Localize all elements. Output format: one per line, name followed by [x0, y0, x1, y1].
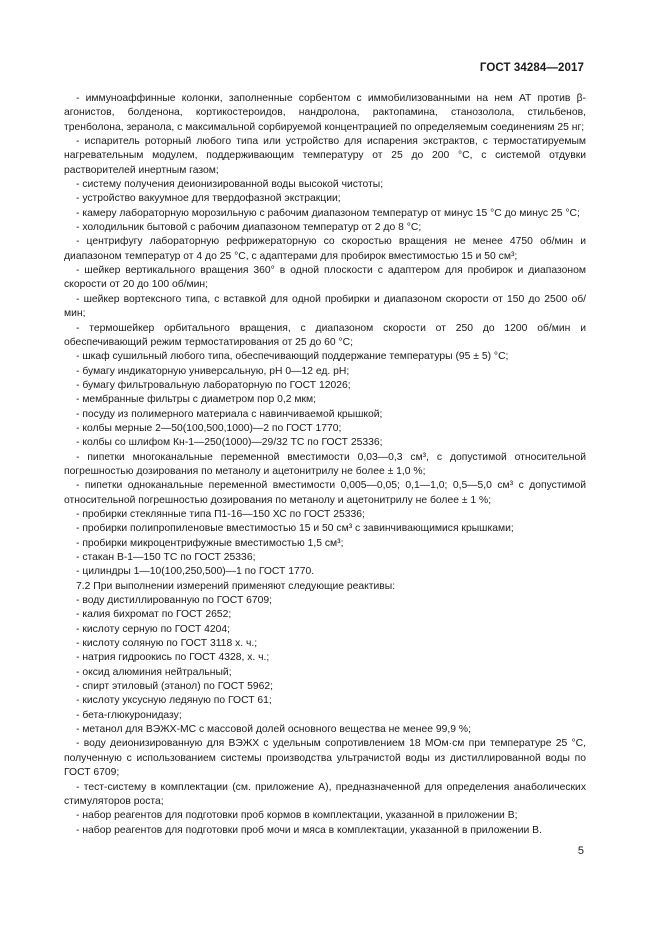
paragraph: - систему получения деионизированной воды высокой чистоты;: [76, 179, 384, 191]
paragraph: - шейкер вертикального вращения 360° в одной плоскости с адаптером для пробирок и диапазоном скорости от 20 до 100 об/мин;: [64, 265, 586, 291]
paragraph: - иммуноаффинные колонки, заполненные сорбентом с иммобилизованными на нем АТ против β-агонистов, болденона, кортикостероидов, нандролона, рактопамина, станозолола, стильбенов, тренболона, зеранола, с максимальной сорбируемой концентрацией по определяемым соединениям 25 нг;: [64, 93, 586, 133]
paragraph: - набор реагентов для подготовки проб мочи и мяса в комплектации, указанной в приложении В.: [76, 824, 542, 836]
document-header-id: ГОСТ 34284—2017: [479, 62, 584, 74]
paragraph: - испаритель роторный любого типа или устройство для испарения экстрактов, с термостатируемым нагревательным модулем, поддерживающим температуру от 25 до 200 °С, с системой отдувки растворителей инертным газом;: [64, 136, 586, 176]
paragraph: - цилиндры 1—10(100,250,500)—1 по ГОСТ 1770.: [76, 566, 315, 578]
paragraph: - кислоту уксусную ледяную по ГОСТ 61;: [76, 695, 272, 707]
paragraph: - колбы мерные 2—50(100,500,1000)—2 по ГОСТ 1770;: [76, 422, 342, 434]
paragraph: - колбы со шлифом Кн-1—250(1000)—29/32 ТС по ГОСТ 25336;: [76, 437, 383, 449]
paragraph: - оксид алюминия нейтральный;: [76, 666, 232, 678]
paragraph: - бумагу индикаторную универсальную, pH 0—12 ед. pH;: [76, 365, 350, 377]
paragraph: - бета-глюкуронидазу;: [76, 709, 182, 721]
paragraph: - натрия гидроокись по ГОСТ 4328, х. ч.;: [76, 652, 270, 664]
paragraph: - посуду из полимерного материала с навинчиваемой крышкой;: [76, 408, 383, 420]
paragraph: - камеру лабораторную морозильную с рабочим диапазоном температур от минус 15 °С до минус 25 °С;: [76, 207, 580, 219]
paragraph: - пробирки микроцентрифужные вместимостью 1,5 см³;: [76, 537, 344, 549]
paragraph: - пипетки одноканальные переменной вместимости 0,005—0,05; 0,1—1,0; 0,5—5,0 см³ с допустимой относительной погрешностью дозирования по метанолу и ацетонитрилу не более ± 1 %;: [64, 480, 586, 506]
paragraph: - пипетки многоканальные переменной вместимости 0,03—0,3 см³, с допустимой относительной погрешностью дозирования по метанолу и ацетонитрилу не более ± 1,0 %;: [64, 451, 586, 477]
paragraph: - центрифугу лабораторную рефрижераторную со скоростью вращения не менее 4750 об/мин и диапазоном температур от 4 до 25 °С, с адаптерами для пробирок вместимостью 15 и 50 см³;: [64, 236, 586, 262]
paragraph: - тест-систему в комплектации (см. приложение А), предназначенной для определения анаболических стимуляторов роста;: [64, 781, 586, 807]
paragraph: - холодильник бытовой с рабочим диапазоном температур от 2 до 8 °С;: [76, 222, 422, 234]
paragraph: - мембранные фильтры с диаметром пор 0,2 мкм;: [76, 394, 317, 406]
paragraph: - устройство вакуумное для твердофазной экстракции;: [76, 193, 341, 205]
document-body: [64, 92, 586, 838]
paragraph: - термошейкер орбитального вращения, с диапазоном скорости от 250 до 1200 об/мин и обеспечивающий режим термостатирования от 25 до 60 °С;: [64, 322, 586, 348]
paragraph: - пробирки стеклянные типа П1-16—150 ХС по ГОСТ 25336;: [76, 508, 365, 520]
paragraph: - пробирки полипропиленовые вместимостью 15 и 50 см³ с завинчивающимися крышками;: [76, 523, 514, 535]
paragraph: - набор реагентов для подготовки проб кормов в комплектации, указанной в приложении В;: [76, 810, 518, 822]
paragraph: - стакан В-1—150 ТС по ГОСТ 25336;: [76, 552, 256, 563]
paragraph: - бумагу фильтровальную лабораторную по ГОСТ 12026;: [76, 379, 351, 391]
page-number: 5: [577, 845, 584, 857]
paragraph: - шейкер вортексного типа, с вставкой для одной пробирки и диапазоном скорости от 150 до 2500 об/мин;: [64, 293, 586, 320]
paragraph: - калия бихромат по ГОСТ 2652;: [76, 609, 232, 621]
paragraph: - спирт этиловый (этанол) по ГОСТ 5962;: [76, 681, 274, 693]
paragraph: - кислоту соляную по ГОСТ 3118 х. ч.;: [76, 638, 258, 650]
paragraph: - воду деионизированную для ВЭЖХ с удельным сопротивлением 18 МОм·см при температуре 25 °С, полученную с использованием системы производства ультрачистой воды из дистиллированной воды по ГОСТ 6709;: [64, 738, 586, 779]
paragraph: - шкаф сушильный любого типа, обеспечивающий поддержание температуры (95 ± 5) °С;: [76, 351, 509, 363]
paragraph: - воду дистиллированную по ГОСТ 6709;: [76, 595, 273, 607]
paragraph: - кислоту серную по ГОСТ 4204;: [76, 623, 231, 635]
paragraph: - метанол для ВЭЖХ-МС с массовой долей основного вещества не менее 99,9 %;: [76, 724, 471, 736]
paragraph: 7.2 При выполнении измерений применяют следующие реактивы:: [76, 580, 396, 592]
